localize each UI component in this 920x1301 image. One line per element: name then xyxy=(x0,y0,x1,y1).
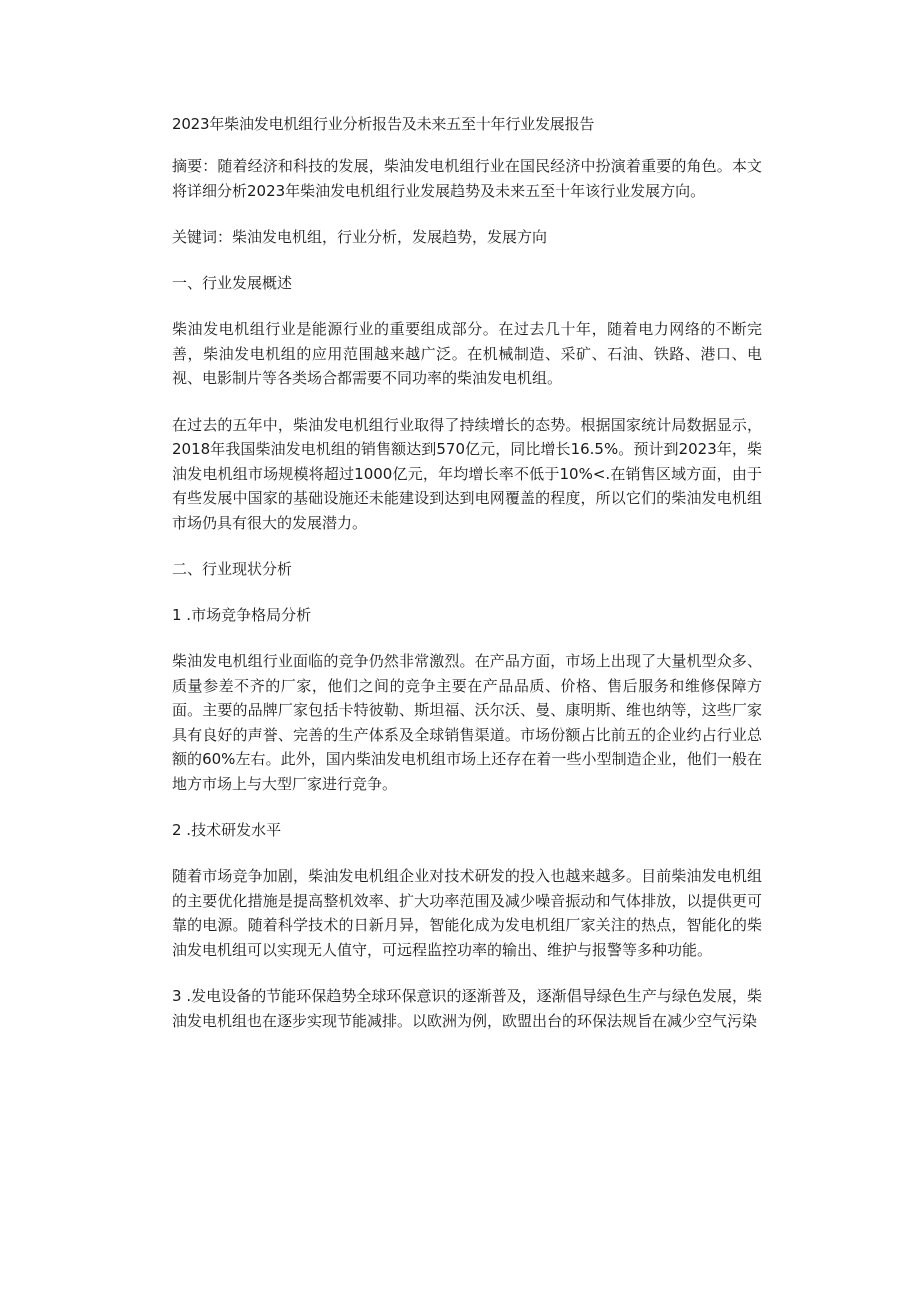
section-1-paragraph-1: 柴油发电机组行业是能源行业的重要组成部分。在过去几十年，随着电力网络的不断完善，柴油发电机组的应用范围越来越广泛。在机械制造、采矿、石油、铁路、港口、电视、电影制片等各类场合都需要不同功率的柴油发电机组。 xyxy=(172,320,762,387)
keywords-line: 关键词：柴油发电机组，行业分析，发展趋势，发展方向 xyxy=(172,228,548,246)
subsection-3-paragraph: 3 .发电设备的节能环保趋势全球环保意识的逐渐普及，逐渐倡导绿色生产与绿色发展，柴油发电机组也在逐步实现节能减排。以欧洲为例，欧盟出台的环保法规旨在减少空气污染 xyxy=(172,987,762,1030)
section-2-heading: 二、行业现状分析 xyxy=(172,560,293,578)
section-1-paragraph-2: 在过去的五年中，柴油发电机组行业取得了持续增长的态势。根据国家统计局数据显示，2018年我国柴油发电机组的销售额达到570亿元，同比增长16.5%。预计到2023年，柴油发电机组市场规模将超过1000亿元，年均增长率不低于10%<.在销售区域方面，由于有些发展中国家的基础设施还未能建设到达到电网覆盖的程度，所以它们的柴油发电机组市场仍具有很大的发展潜力。 xyxy=(172,415,762,532)
document-title: 2023年柴油发电机组行业分析报告及未来五至十年行业发展报告 xyxy=(172,115,595,133)
document-page xyxy=(172,112,762,1055)
abstract-paragraph: 摘要：随着经济和科技的发展，柴油发电机组行业在国民经济中扮演着重要的角色。本文将详细分析2023年柴油发电机组行业发展趋势及未来五至十年该行业发展方向。 xyxy=(172,157,762,200)
section-1-heading: 一、行业发展概述 xyxy=(172,274,293,292)
subsection-1-heading: 1 .市场竞争格局分析 xyxy=(172,606,312,624)
subsection-2-paragraph: 随着市场竞争加剧，柴油发电机组企业对技术研发的投入也越来越多。目前柴油发电机组的主要优化措施是提高整机效率、扩大功率范围及减少噪音振动和气体排放，以提供更可靠的电源。随着科学技术的日新月异，智能化成为发电机组厂家关注的热点，智能化的柴油发电机组可以实现无人值守，可远程监控功率的输出、维护与报警等多种功能。 xyxy=(172,867,762,959)
subsection-2-heading: 2 .技术研发水平 xyxy=(172,821,282,839)
subsection-1-paragraph: 柴油发电机组行业面临的竞争仍然非常激烈。在产品方面，市场上出现了大量机型众多、质量参差不齐的厂家，他们之间的竞争主要在产品品质、价格、售后服务和维修保障方面。主要的品牌厂家包括卡特彼勒、斯坦福、沃尔沃、曼、康明斯、维也纳等，这些厂家具有良好的声誉、完善的生产体系及全球销售渠道。市场份额占比前五的企业约占行业总额的60%左右。此外，国内柴油发电机组市场上还存在着一些小型制造企业，他们一般在地方市场上与大型厂家进行竞争。 xyxy=(172,652,763,793)
